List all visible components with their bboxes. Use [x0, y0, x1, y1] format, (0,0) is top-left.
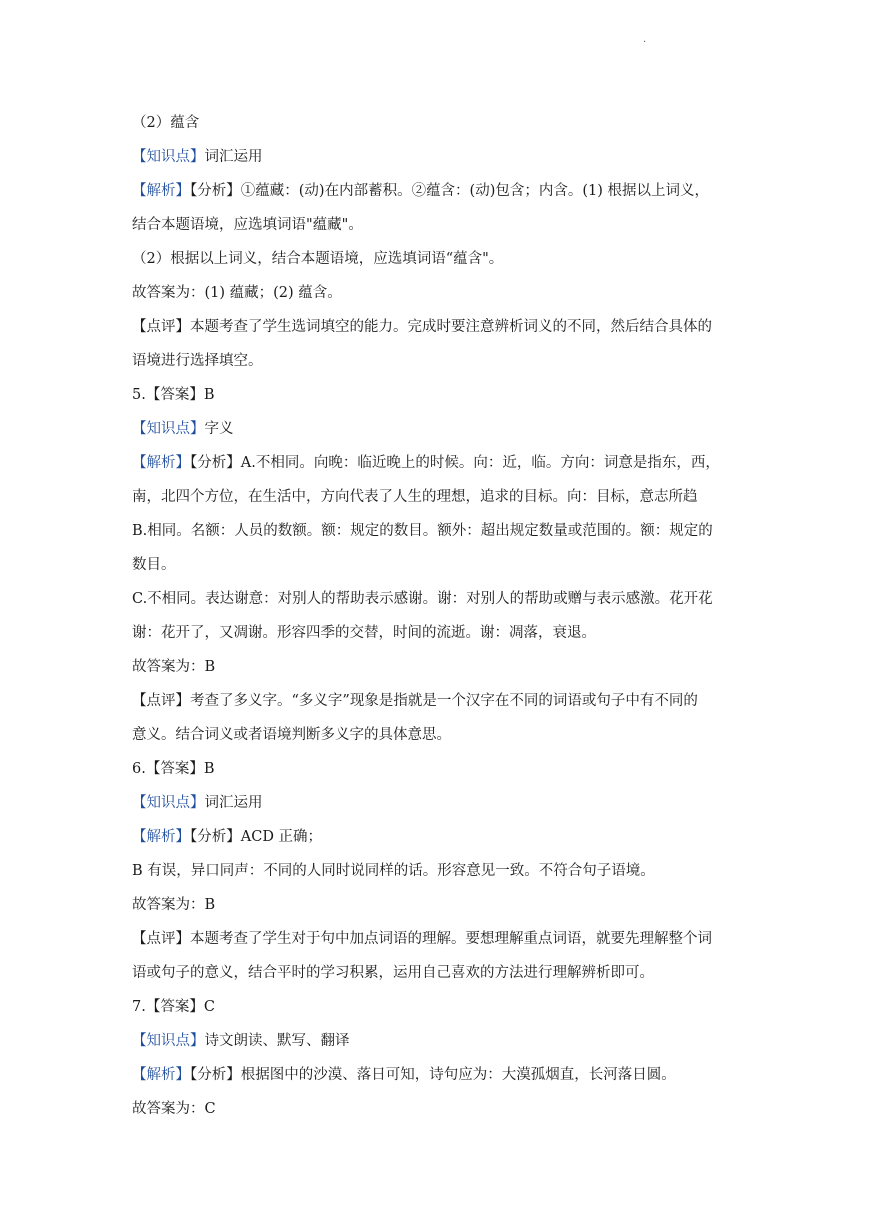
text-line — [132, 1024, 740, 1058]
line-text: 数目。 — [132, 557, 176, 573]
line-text: 【分析】①蕴藏：(动)在内部蓄积。②蕴含：(动)包含；内含。(1) 根据以上词义， — [190, 183, 710, 199]
line-text: 5.【答案】B — [132, 387, 215, 403]
line-text: 语境进行选择填空。 — [132, 353, 263, 369]
line-text: 谢：花开了，又凋谢。形容四季的交替，时间的流逝。谢：凋落，衰退。 — [132, 625, 596, 641]
line-text: 【点评】本题考查了学生选词填空的能力。完成时要注意辨析词义的不同，然后结合具体的 — [132, 319, 712, 335]
text-line — [132, 854, 740, 888]
line-text: B 有误，异口同声：不同的人同时说同样的话。形容意见一致。不符合句子语境。 — [132, 863, 655, 879]
answer-content — [132, 106, 740, 1126]
section-tag: 【知识点】 — [132, 421, 205, 437]
line-text: 【分析】根据图中的沙漠、落日可知，诗句应为：大漠孤烟直，长河落日圆。 — [190, 1067, 676, 1083]
line-text: 【分析】A.不相同。向晚：临近晚上的时候。向：近，临。方向：词意是指东，西， — [190, 455, 720, 471]
line-text: 词汇运用 — [204, 795, 263, 811]
line-text: 故答案为：(1) 蕴藏；(2) 蕴含。 — [132, 285, 342, 301]
text-line — [132, 786, 740, 820]
text-line — [132, 344, 740, 378]
text-line — [132, 582, 740, 616]
line-text: 结合本题语境，应选填词语"蕴藏"。 — [132, 217, 363, 233]
section-tag: 【解析】 — [132, 183, 190, 199]
text-line — [132, 650, 740, 684]
text-line — [132, 1092, 740, 1126]
line-text: 词汇运用 — [204, 149, 263, 165]
line-text: 南，北四个方位，在生活中，方向代表了人生的理想，追求的目标。向：目标，意志所趋 — [132, 489, 698, 505]
text-line — [132, 616, 740, 650]
line-text: 语或句子的意义，结合平时的学习积累，运用自己喜欢的方法进行理解辨析即可。 — [132, 965, 654, 981]
line-text: （2）根据以上词义，结合本题语境，应选填词语“蕴含"。 — [132, 251, 504, 267]
text-line — [132, 718, 740, 752]
text-line — [132, 106, 740, 140]
text-line — [132, 140, 740, 174]
line-text: （2）蕴含 — [132, 115, 200, 131]
line-text: 意义。结合词义或者语境判断多义字的具体意思。 — [132, 727, 451, 743]
line-text: 故答案为：C — [132, 1101, 216, 1117]
text-line — [132, 174, 740, 208]
text-line — [132, 412, 740, 446]
text-line — [132, 548, 740, 582]
line-text: 故答案为：B — [132, 897, 216, 913]
text-line — [132, 208, 740, 242]
line-text: 诗文朗读、默写、翻译 — [204, 1033, 350, 1049]
text-line — [132, 310, 740, 344]
text-line — [132, 242, 740, 276]
section-tag: 【解析】 — [132, 455, 190, 471]
line-text: 【点评】本题考查了学生对于句中加点词语的理解。要想理解重点词语，就要先理解整个词 — [132, 931, 712, 947]
text-line — [132, 1058, 740, 1092]
text-line — [132, 990, 740, 1024]
line-text: 字义 — [204, 421, 234, 437]
line-text: 故答案为：B — [132, 659, 216, 675]
section-tag: 【知识点】 — [132, 1033, 205, 1049]
section-tag: 【解析】 — [132, 1067, 190, 1083]
text-line — [132, 446, 740, 480]
text-line — [132, 820, 740, 854]
text-line — [132, 480, 740, 514]
line-text: C.不相同。表达谢意：对别人的帮助表示感谢。谢：对别人的帮助或赠与表示感激。花开花 — [132, 591, 713, 607]
line-text: 7.【答案】C — [132, 999, 215, 1015]
text-line — [132, 752, 740, 786]
section-tag: 【知识点】 — [132, 149, 205, 165]
text-line — [132, 378, 740, 412]
section-tag: 【知识点】 — [132, 795, 205, 811]
line-text: 【点评】考查了多义字。“多义字”现象是指就是一个汉字在不同的词语或句子中有不同的 — [132, 693, 698, 709]
text-line — [132, 956, 740, 990]
line-text: 6.【答案】B — [132, 761, 215, 777]
header-mark: . — [643, 34, 647, 45]
text-line — [132, 922, 740, 956]
text-line — [132, 276, 740, 310]
line-text: 【分析】ACD 正确； — [190, 829, 323, 845]
text-line — [132, 888, 740, 922]
text-line — [132, 684, 740, 718]
line-text: B.相同。名额：人员的数额。额：规定的数目。额外：超出规定数量或范围的。额：规定的 — [132, 523, 713, 539]
text-line — [132, 514, 740, 548]
section-tag: 【解析】 — [132, 829, 190, 845]
